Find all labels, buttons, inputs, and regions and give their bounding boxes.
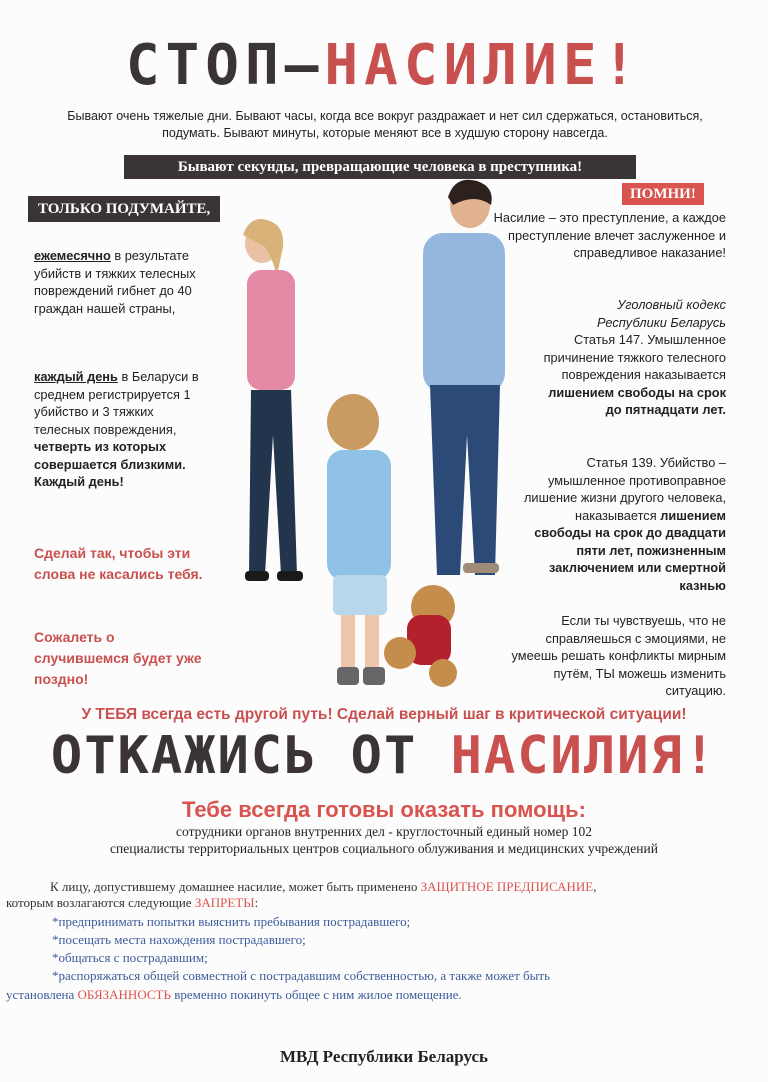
obligation-rest: временно покинуть общее с ним жилое помещение.	[170, 987, 462, 1002]
ban-item-4: *распоряжаться общей совместной с пострадавшим собственностью, а также может быть	[52, 968, 551, 983]
remember-label: ПОМНИ!	[622, 183, 704, 205]
woman-figure	[243, 219, 303, 581]
article-139-penalty: лишением свободы на срок до двадцати пяти лет, пожизненным заключением или смертной казнью	[534, 507, 726, 593]
alternative-path-slogan: У ТЕБЯ всегда есть другой путь! Сделай верный шаг в критической ситуации!	[81, 706, 687, 723]
protective-order-keyword: ЗАЩИТНОЕ ПРЕДПИСАНИЕ	[420, 879, 594, 894]
right-paragraph-emotions: Если ты чувствуешь, что не справляешься с эмоциями, не умеешь решать конфликты мирным путём, ТЫ можешь изменить ситуацию.	[511, 613, 726, 698]
article-147	[536, 331, 726, 419]
refuse-part: ОТКАЖИСЬ ОТ	[50, 726, 451, 786]
article-147-text: Статья 147. Умышленное причинение тяжкого телесного повреждения наказывается	[543, 332, 726, 382]
obligation-keyword: ОБЯЗАННОСТЬ	[77, 987, 171, 1002]
daily-text: в Беларуси в среднем регистрируется 1 убийство и 3 тяжких телесных повреждения,	[34, 369, 199, 437]
right-paragraph-crime: Насилие – это преступление, а каждое преступление влечет заслуженное и справедливое наказание!	[493, 210, 726, 260]
child-figure	[327, 394, 391, 685]
criminal-code-title: Уголовный кодекс Республики Беларусь	[596, 297, 726, 330]
obligation-text: установлена	[6, 987, 78, 1002]
monthly-keyword: ежемесячно	[34, 248, 111, 263]
order-intro-text: К лицу, допустившему домашнее насилие, может быть применено	[50, 879, 421, 894]
article-147-penalty: лишением свободы на срок до пятнадцати лет.	[548, 384, 726, 417]
protective-order-intro	[50, 879, 750, 895]
think-label: ТОЛЬКО ПОДУМАЙТЕ,	[28, 196, 220, 222]
help-title: Тебе всегда готовы оказать помощь:	[182, 797, 586, 822]
bans-text: которым возлагаются следующие	[6, 895, 195, 910]
left-red-note-1: Сделай так, чтобы эти слова не касались тебя.	[34, 545, 203, 582]
ban-item-2: *посещать места нахождения пострадавшего;	[52, 932, 306, 947]
article-139	[521, 454, 726, 594]
daily-bold-text: четверть из которых совершается близкими. Каждый день!	[34, 439, 186, 489]
obligation-line	[6, 987, 746, 1003]
order-intro-comma: ,	[593, 879, 597, 894]
violence-part: НАСИЛИЯ!	[450, 726, 718, 786]
title-part-violence: НАСИЛИЕ!	[324, 33, 643, 98]
monthly-text: в результате убийств и тяжких телесных повреждений гибнет до 40 граждан нашей страны,	[34, 248, 196, 316]
refuse-violence-title	[0, 724, 768, 788]
left-red-note-2: Сожалеть о случившемся будет уже поздно!	[34, 629, 202, 687]
bans-line	[6, 895, 746, 911]
help-social-line: специалисты территориальных центров социального облуживания и медицинских учреждений	[110, 841, 658, 856]
ban-item-3: *общаться с пострадавшим;	[52, 950, 208, 965]
article-139-text: Статья 139. Убийство – умышленное противоправное лишение жизни другого человека, наказывается	[523, 455, 726, 523]
bans-keyword: ЗАПРЕТЫ	[194, 895, 255, 910]
bans-colon: :	[254, 895, 259, 910]
ministry-footer: МВД Республики Беларусь	[279, 1047, 489, 1066]
teddy-bear	[384, 585, 457, 687]
ban-item-1: *предпринимать попытки выяснить пребывания пострадавшего;	[52, 914, 411, 929]
seconds-banner: Бывают секунды, превращающие человека в преступника!	[124, 155, 636, 179]
help-police-line: сотрудники органов внутренних дел - круглосточный единый номер 102	[176, 824, 592, 839]
title-part-stop: СТОП–	[125, 33, 325, 98]
left-paragraph-monthly	[34, 247, 209, 317]
poster-title	[0, 34, 768, 98]
left-paragraph-daily	[34, 368, 209, 491]
intro-text: Бывают очень тяжелые дни. Бывают часы, когда все вокруг раздражает и нет сил сдержаться, остановиться, подумать. Бывают минуты, которые меняют все в худшую сторону навсегда.	[67, 109, 703, 140]
daily-keyword: каждый день	[34, 369, 118, 384]
